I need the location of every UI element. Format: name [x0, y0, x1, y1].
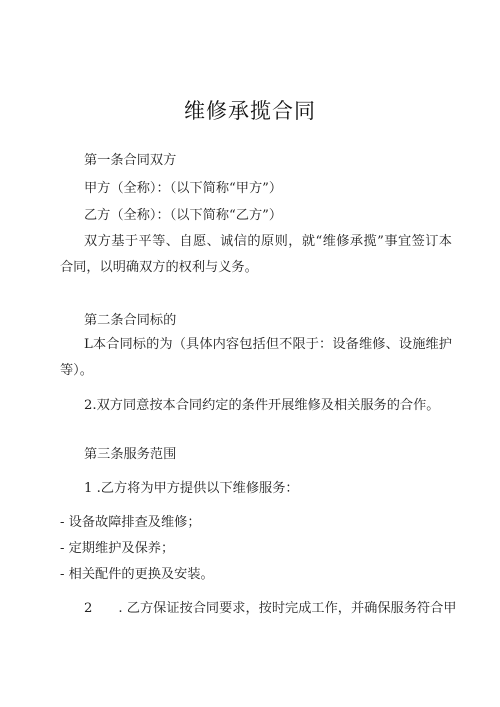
- section-3-item-2: [84, 600, 456, 618]
- party-a-line: 甲方（全称）：（以下简称“甲方”）: [84, 181, 283, 196]
- party-b-line: 乙方（全称）：（以下简称“乙方”）: [84, 208, 283, 223]
- section-3-heading: 第三条服务范围: [84, 447, 177, 462]
- section-2-item-2: 2.双方同意按本合同约定的条件开展维修及相关服务的合作。: [84, 398, 440, 413]
- section-3-item-1: 1 .乙方将为甲方提供以下维修服务：: [84, 481, 299, 496]
- service-bullet-2: - 定期维护及保养；: [60, 541, 175, 556]
- service-bullet-1: - 设备故障排查及维修；: [60, 515, 201, 530]
- section-2-item-1: L本合同标的为（具体内容包括但不限于：设备维修、设施维护等）。: [60, 337, 452, 378]
- section-1-intro-paragraph: 双方基于平等、自愿、诚信的原则，就“维修承揽”事宜签订本合同，以明确双方的权利与义务。: [60, 234, 452, 275]
- section-3-item-2-text: . 乙方保证按合同要求，按时完成工作，并确保服务符合甲: [118, 601, 457, 616]
- section-1-heading: 第一条合同双方: [84, 153, 177, 168]
- document-title: 维修承揽合同: [184, 99, 316, 123]
- service-bullet-3: - 相关配件的更换及安装。: [60, 567, 214, 582]
- section-3-item-2-number: 2: [84, 601, 93, 616]
- section-2-heading: 第二条合同标的: [84, 313, 177, 328]
